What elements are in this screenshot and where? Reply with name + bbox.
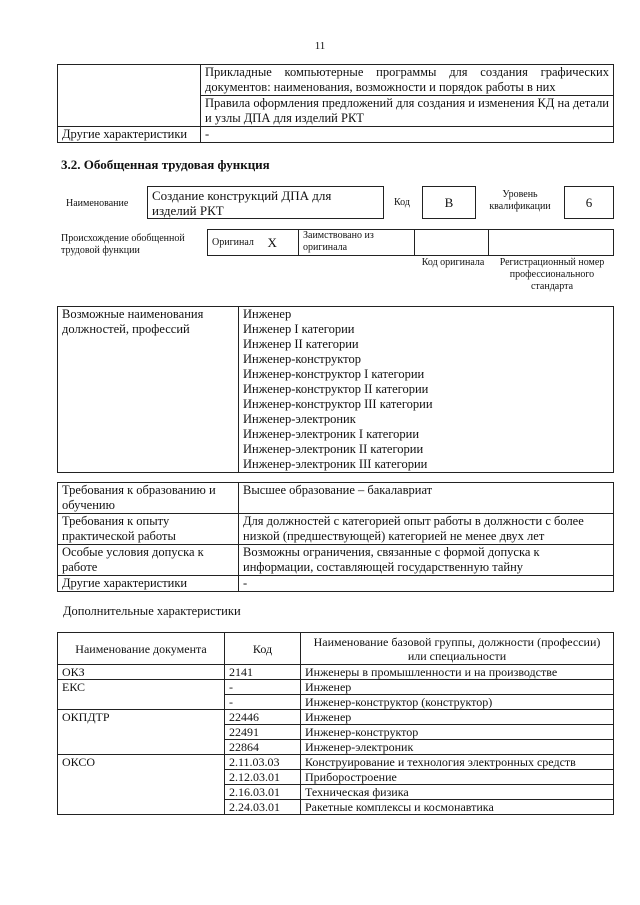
page-number: 11 <box>314 40 326 52</box>
doc-title: Инженер <box>301 710 614 725</box>
requirements-table <box>57 482 614 592</box>
doc-code: 2.12.03.01 <box>225 770 301 785</box>
requirement-label: Особые условия допуска к работе <box>58 545 239 576</box>
doc-name: ОКЗ <box>58 665 225 680</box>
code-label: Код <box>394 197 410 208</box>
position-item: Инженер-электроник <box>243 412 356 426</box>
doc-code: 22491 <box>225 725 301 740</box>
additional-title: Дополнительные характеристики <box>63 604 241 618</box>
position-item: Инженер-конструктор II категории <box>243 382 429 396</box>
doc-title: Ракетные комплексы и космонавтика <box>301 800 614 815</box>
doc-code: 22446 <box>225 710 301 725</box>
other-characteristics-value: - <box>201 127 614 143</box>
requirement-value: Для должностей с категорией опыт работы в должности с более низкой (предшествующей) категорией не менее двух лет <box>239 514 614 545</box>
doc-name: ОКСО <box>58 755 225 815</box>
doc-title: Инженер-конструктор <box>301 725 614 740</box>
doc-code: - <box>225 695 301 710</box>
position-item: Инженер-конструктор III категории <box>243 397 433 411</box>
positions-list <box>239 307 614 473</box>
requirement-label: Требования к опыту практической работы <box>58 514 239 545</box>
level-label: Уровень квалификации <box>489 189 551 212</box>
doc-code: 2.16.03.01 <box>225 785 301 800</box>
requirement-value: Возможны ограничения, связанные с формой допуска к информации, составляющей государственную тайну <box>239 545 614 576</box>
doc-title: Приборостроение <box>301 770 614 785</box>
position-item: Инженер-конструктор I категории <box>243 367 425 381</box>
knowledge-table <box>57 64 614 143</box>
doc-code: - <box>225 680 301 695</box>
additional-table <box>57 632 614 815</box>
name-label: Наименование <box>66 198 129 209</box>
knowledge-row: Правила оформления предложений для создания и изменения КД на детали и узлы ДПА для изделий РКТ <box>201 96 614 127</box>
requirement-value: - <box>239 576 614 592</box>
doc-code: 22864 <box>225 740 301 755</box>
doc-name: ОКПДТР <box>58 710 225 755</box>
doc-title: Инженер <box>301 680 614 695</box>
knowledge-row: Прикладные компьютерные программы для создания графических документов: наименования, возможности и порядок работы в них <box>201 65 614 96</box>
original-mark: Х <box>264 230 299 256</box>
position-item: Инженер-электроник I категории <box>243 427 420 441</box>
requirement-label: Требования к образованию и обучению <box>58 483 239 514</box>
original-label: Оригинал <box>208 230 264 256</box>
doc-name: ЕКС <box>58 680 225 710</box>
origin-code-label: Код оригинала <box>421 257 485 268</box>
requirement-value: Высшее образование – бакалавриат <box>239 483 614 514</box>
position-item: Инженер-электроник II категории <box>243 442 424 456</box>
doc-code: 2.24.03.01 <box>225 800 301 815</box>
doc-title: Инженеры в промышленности и на производстве <box>301 665 614 680</box>
positions-label: Возможные наименования должностей, профессий <box>58 307 239 473</box>
qualification-level: 6 <box>564 186 614 219</box>
empty-label-cell <box>58 65 201 127</box>
doc-title: Инженер-электроник <box>301 740 614 755</box>
position-item: Инженер II категории <box>243 337 359 351</box>
section-title: 3.2. Обобщенная трудовая функция <box>61 157 270 172</box>
header-code: Код <box>225 633 301 665</box>
other-characteristics-label: Другие характеристики <box>58 127 201 143</box>
position-item: Инженер-конструктор <box>243 352 361 366</box>
header-name: Наименование базовой группы, должности (профессии) или специальности <box>301 633 614 665</box>
position-item: Инженер-электроник III категории <box>243 457 428 471</box>
function-code: В <box>422 186 476 219</box>
origin-label: Происхождение обобщенной трудовой функции <box>61 233 185 256</box>
doc-title: Конструирование и технология электронных средств <box>301 755 614 770</box>
header-document: Наименование документа <box>58 633 225 665</box>
reg-number-label: Регистрационный номер профессионального стандарта <box>499 257 605 292</box>
requirement-label: Другие характеристики <box>58 576 239 592</box>
function-name: Создание конструкций ДПА для изделий РКТ <box>147 186 384 219</box>
origin-code-cell <box>415 230 489 256</box>
positions-table <box>57 306 614 473</box>
borrowed-label: Заимствовано из оригинала <box>299 230 415 256</box>
doc-title: Техническая физика <box>301 785 614 800</box>
origin-table <box>207 229 614 256</box>
doc-code: 2141 <box>225 665 301 680</box>
doc-code: 2.11.03.03 <box>225 755 301 770</box>
doc-title: Инженер-конструктор (конструктор) <box>301 695 614 710</box>
position-item: Инженер <box>243 307 292 321</box>
position-item: Инженер I категории <box>243 322 355 336</box>
reg-number-cell <box>489 230 614 256</box>
